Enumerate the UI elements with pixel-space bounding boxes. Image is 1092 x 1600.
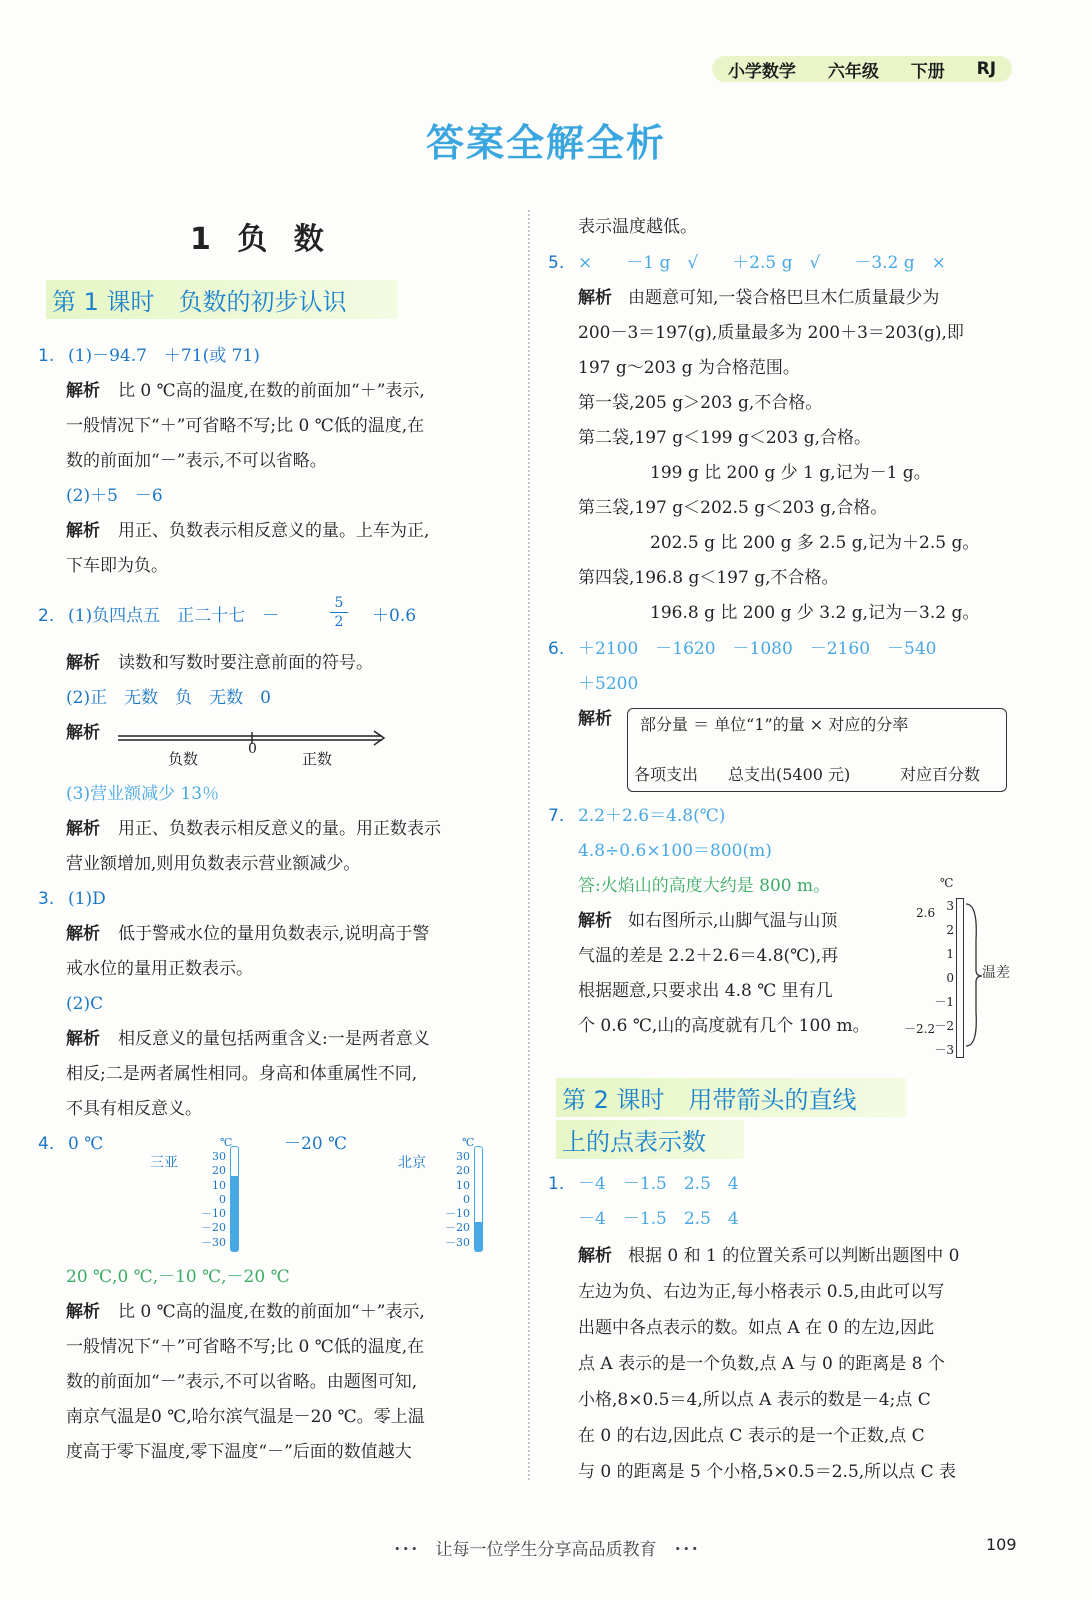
tick-label: －30 (201, 1235, 226, 1249)
tick-label: －3 (934, 1043, 954, 1057)
q1-analysis-line: 一般情况下“＋”可省略不写;比 0 ℃低的温度,在 (66, 416, 425, 436)
q3-answer-2: (2)C (66, 994, 104, 1014)
thermometer-city-label: 北京 (398, 1155, 426, 1171)
l2-analysis-line: 左边为负、右边为正,每小格表示 0.5,由此可以写 (578, 1282, 945, 1302)
analysis-label: 解析 (66, 381, 100, 401)
tick-label: 20 (212, 1164, 226, 1178)
tick-label: 1 (946, 947, 954, 961)
q2-analysis-line: 用正、负数表示相反意义的量。用正数表示 (118, 819, 441, 839)
q5-answer: × －1 g √ ＋2.5 g √ －3.2 g × (578, 253, 946, 273)
fraction-denominator: 2 (330, 612, 348, 631)
fraction (330, 594, 348, 631)
l2-q1-answer-2: －4 －1.5 2.5 4 (578, 1209, 739, 1229)
q6-answer-cont: ＋5200 (578, 674, 639, 694)
q7-analysis-line: 根据题意,只要求出 4.8 ℃ 里有几 (578, 981, 833, 1001)
fraction-numerator: 5 (334, 595, 344, 611)
analysis-label: 解析 (66, 1302, 100, 1322)
analysis-label: 解析 (578, 911, 612, 931)
q7-analysis-line: 如右图所示,山脚气温与山顶 (628, 911, 838, 931)
footer-slogan: ･･･ 让每一位学生分享高品质教育 ･･･ (393, 1540, 699, 1560)
analysis-label: 解析 (66, 924, 100, 944)
page-number: 109 (986, 1535, 1017, 1554)
subject: 小学数学 (727, 61, 796, 82)
q7-answer-3: 答:火焰山的高度大约是 800 m。 (578, 876, 831, 896)
q3-answer: (1)D (68, 889, 106, 909)
column-divider (528, 210, 530, 1480)
q4-answer-2: 20 ℃,0 ℃,－10 ℃,－20 ℃ (66, 1267, 290, 1287)
analysis-label: 解析 (66, 521, 100, 541)
tick-label: 20 (456, 1164, 470, 1178)
q3-analysis-line: 戒水位的量用正数表示。 (66, 959, 253, 979)
grade: 六年级 (827, 61, 879, 82)
tick-label: 3 (946, 899, 954, 913)
continued-text: 表示温度越低。 (578, 217, 697, 237)
lesson-2-heading-cont: 上的点表示数 (556, 1120, 744, 1159)
q5-analysis-line: 第一袋,205 g＞203 g,不合格。 (578, 393, 823, 413)
scale-bar (956, 898, 964, 1058)
q5-analysis-line: 由题意可知,一袋合格巴旦木仁质量最少为 (628, 288, 940, 308)
tick-label: 30 (456, 1150, 470, 1163)
q3-analysis-line: 不具有相反意义。 (66, 1099, 202, 1119)
q4-analysis-line: 比 0 ℃高的温度,在数的前面加“＋”表示, (118, 1302, 425, 1322)
l2-analysis-line: 小格,8×0.5＝4,所以点 A 表示的数是－4;点 C (578, 1390, 931, 1410)
tick-label: －20 (445, 1221, 470, 1235)
formula-item: 各项支出 (634, 765, 699, 784)
q4-number: 4. (38, 1134, 55, 1154)
q2-analysis-line: 读数和写数时要注意前面的符号。 (118, 653, 373, 673)
analysis-label: 解析 (66, 819, 100, 839)
q3-analysis-line: 低于警戒水位的量用负数表示,说明高于警 (118, 924, 430, 944)
tick-label: 10 (456, 1178, 470, 1192)
q7-analysis-line: 个 0.6 ℃,山的高度就有几个 100 m。 (578, 1016, 870, 1036)
q1-answer-2: (2)＋5 －6 (66, 486, 163, 506)
l2-analysis-line: 与 0 的距离是 5 个小格,5×0.5＝2.5,所以点 C 表 (578, 1462, 957, 1482)
q5-analysis-line: 200－3＝197(g),质量最多为 200＋3＝203(g),即 (578, 323, 964, 343)
q2-analysis-line: 营业额增加,则用负数表示营业额减少。 (66, 854, 361, 874)
thermometer-city-label: 三亚 (150, 1155, 178, 1171)
q4-analysis-line: 数的前面加“－”表示,不可以省略。由题图可知, (66, 1372, 418, 1392)
q2-answer-tail: ＋0.6 (372, 606, 417, 626)
book-info-badge (712, 56, 1012, 82)
tick-label: －20 (201, 1221, 226, 1235)
l2-analysis-line: 出题中各点表示的数。如点 A 在 0 的左边,因此 (578, 1318, 935, 1338)
tick-label: 10 (212, 1178, 226, 1192)
q5-analysis-line: 196.8 g 比 200 g 少 3.2 g,记为－3.2 g。 (650, 603, 980, 623)
q3-analysis-line: 相反;二是两者属性相同。身高和体重属性不同, (66, 1064, 418, 1084)
thermometer-unit: ℃ (220, 1136, 233, 1149)
thermometer-mercury (231, 1176, 238, 1251)
q5-number: 5. (548, 253, 565, 273)
q5-analysis-line: 202.5 g 比 200 g 多 2.5 g,记为＋2.5 g。 (650, 533, 980, 553)
l2-analysis-line: 在 0 的右边,因此点 C 表示的是一个正数,点 C (578, 1426, 925, 1446)
tick-label: －10 (445, 1207, 470, 1221)
q1-analysis-line: 下车即为负。 (66, 556, 168, 576)
q3-number: 3. (38, 889, 55, 909)
q2-number: 2. (38, 606, 55, 626)
thermometer-tube (474, 1146, 483, 1252)
analysis-label: 解析 (578, 1246, 612, 1266)
analysis-label: 解析 (578, 709, 612, 729)
q4-analysis-line: 南京气温是0 ℃,哈尔滨气温是－20 ℃。零上温 (66, 1407, 425, 1427)
l2-analysis-line: 根据 0 和 1 的位置关系可以判断出题图中 0 (628, 1246, 960, 1266)
q7-answer-1: 2.2＋2.6＝4.8(℃) (578, 806, 726, 826)
q7-answer-2: 4.8÷0.6×100＝800(m) (578, 841, 772, 861)
q3-analysis-line: 相反意义的量包括两重含义:一是两者意义 (118, 1029, 430, 1049)
q6-number: 6. (548, 639, 565, 659)
q1-analysis-line: 用正、负数表示相反意义的量。上车为正, (118, 521, 430, 541)
volume: 下册 (910, 61, 945, 82)
tick-label: 2 (946, 923, 954, 937)
difference-brace (964, 900, 984, 1050)
edition: RJ (976, 59, 997, 79)
thermometer-scale (196, 1150, 226, 1250)
thermometer-tube (230, 1146, 239, 1252)
formula-row: 部分量 ＝ 单位“1”的量 × 对应的分率 (640, 715, 909, 734)
q4-answer-a: 0 ℃ (68, 1134, 104, 1154)
q2-answer-3: (3)营业额减少 13％ (66, 784, 220, 804)
q4-analysis-line: 度高于零下温度,零下温度“－”后面的数值越大 (66, 1442, 412, 1462)
q5-analysis-line: 199 g 比 200 g 少 1 g,记为－1 g。 (650, 463, 931, 483)
tick-label: －1 (934, 995, 954, 1009)
scale-unit: ℃ (940, 876, 954, 890)
q1-answer: (1)－94.7 ＋71(或 71) (68, 346, 260, 366)
q4-analysis-line: 一般情况下“＋”可省略不写;比 0 ℃低的温度,在 (66, 1337, 425, 1357)
q7-number: 7. (548, 806, 565, 826)
q7-analysis-line: 气温的差是 2.2＋2.6＝4.8(℃),再 (578, 946, 839, 966)
thermometer-scale (440, 1150, 470, 1250)
l2-q1-answer: －4 －1.5 2.5 4 (578, 1174, 739, 1194)
q2-answer-2: (2)正 无数 负 无数 0 (66, 688, 271, 708)
q4-answer-b: －20 ℃ (284, 1134, 348, 1154)
chapter-title: 1 负 数 (190, 222, 332, 257)
analysis-label: 解析 (578, 288, 612, 308)
number-line-positive-label: 正数 (302, 750, 333, 768)
q5-analysis-line: 197 g～203 g 为合格范围。 (578, 358, 800, 378)
q5-analysis-line: 第四袋,196.8 g＜197 g,不合格。 (578, 568, 839, 588)
q2-answer: (1)负四点五 正二十七 － (68, 606, 280, 626)
tick-label: 0 (463, 1192, 470, 1206)
scale-top-value: 2.6 (916, 906, 936, 920)
tick-label: －10 (201, 1207, 226, 1221)
q1-analysis-line: 数的前面加“－”表示,不可以省略。 (66, 451, 327, 471)
difference-label: 温差 (982, 965, 1010, 981)
formula-item: 对应百分数 (900, 765, 981, 784)
lesson-1-heading: 第 1 课时 负数的初步认识 (46, 280, 398, 319)
tick-label: 30 (212, 1150, 226, 1163)
tick-label: －2 (934, 1019, 954, 1033)
lesson-2-heading: 第 2 课时 用带箭头的直线 (556, 1078, 906, 1117)
q5-analysis-line: 第二袋,197 g＜199 g＜203 g,合格。 (578, 428, 872, 448)
q1-number: 1. (38, 346, 55, 366)
formula-item: 总支出(5400 元) (728, 765, 851, 784)
tick-label: －30 (445, 1235, 470, 1249)
l2-q1-number: 1. (548, 1174, 565, 1194)
number-line-negative-label: 负数 (168, 750, 199, 768)
thermometer-unit: ℃ (462, 1136, 475, 1149)
q6-answer: ＋2100 －1620 －1080 －2160 －540 (578, 639, 937, 659)
scale-bottom-value: －2.2 (904, 1022, 936, 1036)
analysis-label: 解析 (66, 723, 100, 743)
l2-analysis-line: 点 A 表示的是一个负数,点 A 与 0 的距离是 8 个 (578, 1354, 945, 1374)
tick-label: 0 (219, 1192, 226, 1206)
number-line-zero: 0 (248, 741, 257, 757)
analysis-label: 解析 (66, 653, 100, 673)
q1-analysis-line: 比 0 ℃高的温度,在数的前面加“＋”表示, (118, 381, 425, 401)
analysis-label: 解析 (66, 1029, 100, 1049)
thermometer-mercury (475, 1222, 482, 1251)
q5-analysis-line: 第三袋,197 g＜202.5 g＜203 g,合格。 (578, 498, 888, 518)
page-title: 答案全解全析 (425, 121, 666, 165)
scale-ticks (930, 894, 954, 1062)
tick-label: 0 (946, 971, 954, 985)
